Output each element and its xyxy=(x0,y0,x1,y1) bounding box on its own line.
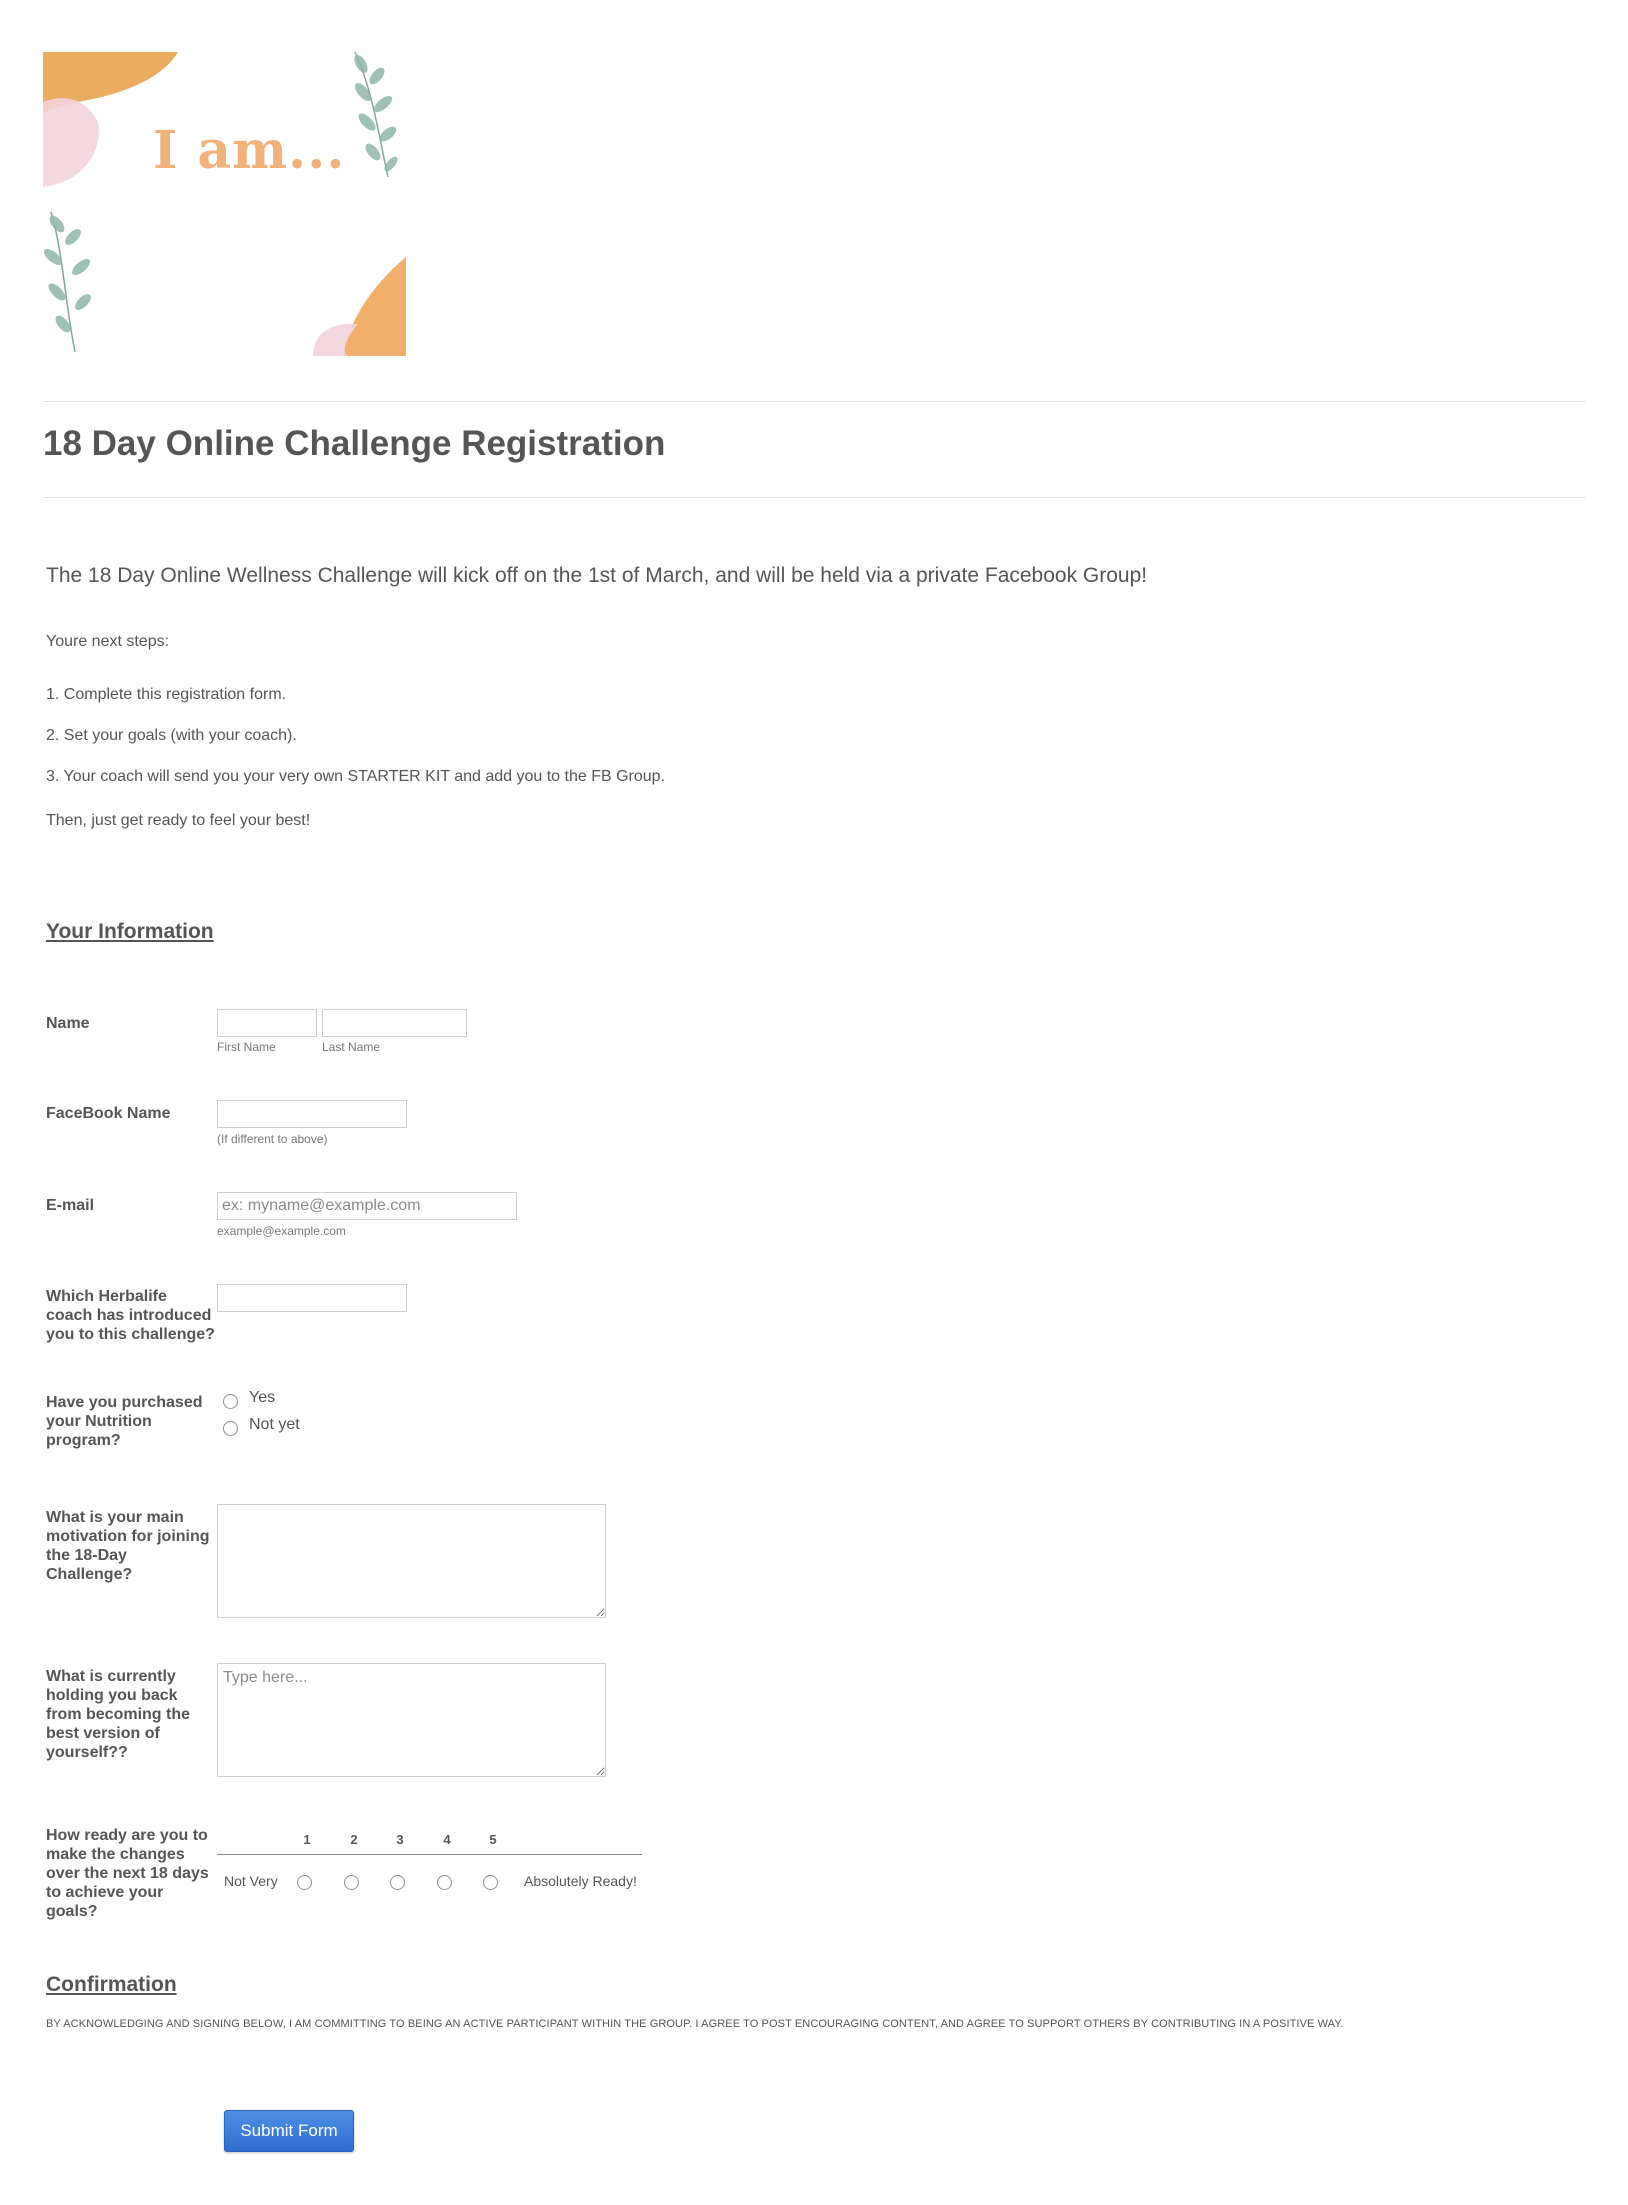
scale-number: 5 xyxy=(489,1832,497,1847)
purchased-not-yet-label[interactable]: Not yet xyxy=(249,1416,300,1433)
banner-title: I am... xyxy=(153,120,346,181)
scale-divider xyxy=(217,1854,642,1855)
purchased-label: Have you purchased your Nutrition program? xyxy=(46,1394,203,1449)
scale-number: 3 xyxy=(396,1832,404,1847)
name-label: Name xyxy=(46,1015,90,1032)
section-heading-confirmation: Confirmation xyxy=(46,1973,177,1996)
email-sublabel: example@example.com xyxy=(217,1224,346,1238)
readiness-radio-5[interactable] xyxy=(483,1875,498,1890)
purchased-yes-label[interactable]: Yes xyxy=(249,1389,276,1406)
closing-text: Then, just get ready to feel your best! xyxy=(46,812,311,829)
section-heading-your-information: Your Information xyxy=(46,920,214,943)
submit-form-button[interactable]: Submit Form xyxy=(224,2110,354,2152)
email-input[interactable] xyxy=(217,1192,517,1220)
first-name-input[interactable] xyxy=(217,1009,317,1037)
last-name-sublabel: Last Name xyxy=(322,1040,381,1054)
purchased-yes-radio[interactable] xyxy=(223,1394,238,1409)
motivation-textarea[interactable] xyxy=(217,1504,606,1618)
page-title: 18 Day Online Challenge Registration xyxy=(43,424,666,463)
scale-number: 2 xyxy=(350,1832,358,1847)
facebook-name-sublabel: (If different to above) xyxy=(217,1132,328,1146)
title-divider-top xyxy=(43,401,1586,402)
holding-back-label: What is currently holding you back from becoming the best version of yourself?? xyxy=(46,1668,191,1761)
first-name-sublabel: First Name xyxy=(217,1040,276,1054)
coach-label: Which Herbalife coach has introduced you to this challenge? xyxy=(46,1288,215,1343)
step-item: 3. Your coach will send you your very own STARTER KIT and add you to the FB Group. xyxy=(46,768,665,785)
scale-low-label: Not Very xyxy=(224,1873,278,1889)
last-name-input[interactable] xyxy=(322,1009,467,1037)
title-divider-bottom xyxy=(43,497,1586,498)
watercolor-decoration xyxy=(43,52,406,356)
next-steps-heading: Youre next steps: xyxy=(46,633,170,650)
readiness-radio-4[interactable] xyxy=(437,1875,452,1890)
readiness-label: How ready are you to make the changes over the next 18 days to achieve your goals? xyxy=(46,1827,209,1920)
intro-text: The 18 Day Online Wellness Challenge will kick off on the 1st of March, and will be held via a private Facebook Group! xyxy=(46,564,1148,587)
facebook-name-label: FaceBook Name xyxy=(46,1105,171,1122)
scale-high-label: Absolutely Ready! xyxy=(524,1873,637,1889)
motivation-label: What is your main motivation for joining the 18-Day Challenge? xyxy=(46,1509,210,1583)
email-label: E-mail xyxy=(46,1197,95,1214)
coach-input[interactable] xyxy=(217,1284,407,1312)
step-item: 2. Set your goals (with your coach). xyxy=(46,727,297,744)
step-item: 1. Complete this registration form. xyxy=(46,686,287,703)
purchased-not-yet-radio[interactable] xyxy=(223,1421,238,1436)
header-banner-image xyxy=(43,52,406,356)
holding-back-textarea[interactable] xyxy=(217,1663,606,1777)
facebook-name-input[interactable] xyxy=(217,1100,407,1128)
readiness-radio-3[interactable] xyxy=(390,1875,405,1890)
readiness-radio-1[interactable] xyxy=(297,1875,312,1890)
scale-number: 1 xyxy=(303,1832,311,1847)
confirmation-text: BY ACKNOWLEDGING AND SIGNING BELOW, I AM COMMITTING TO BEING AN ACTIVE PARTICIPANT WITHIN THE GROUP. I AGREE TO POST ENCOURAGING CONTENT, AND AGREE TO SUPPORT OTHERS BY CONTRIBUTING IN A POSITIVE WAY. xyxy=(46,2018,1344,2030)
scale-number: 4 xyxy=(443,1832,451,1847)
readiness-radio-2[interactable] xyxy=(344,1875,359,1890)
